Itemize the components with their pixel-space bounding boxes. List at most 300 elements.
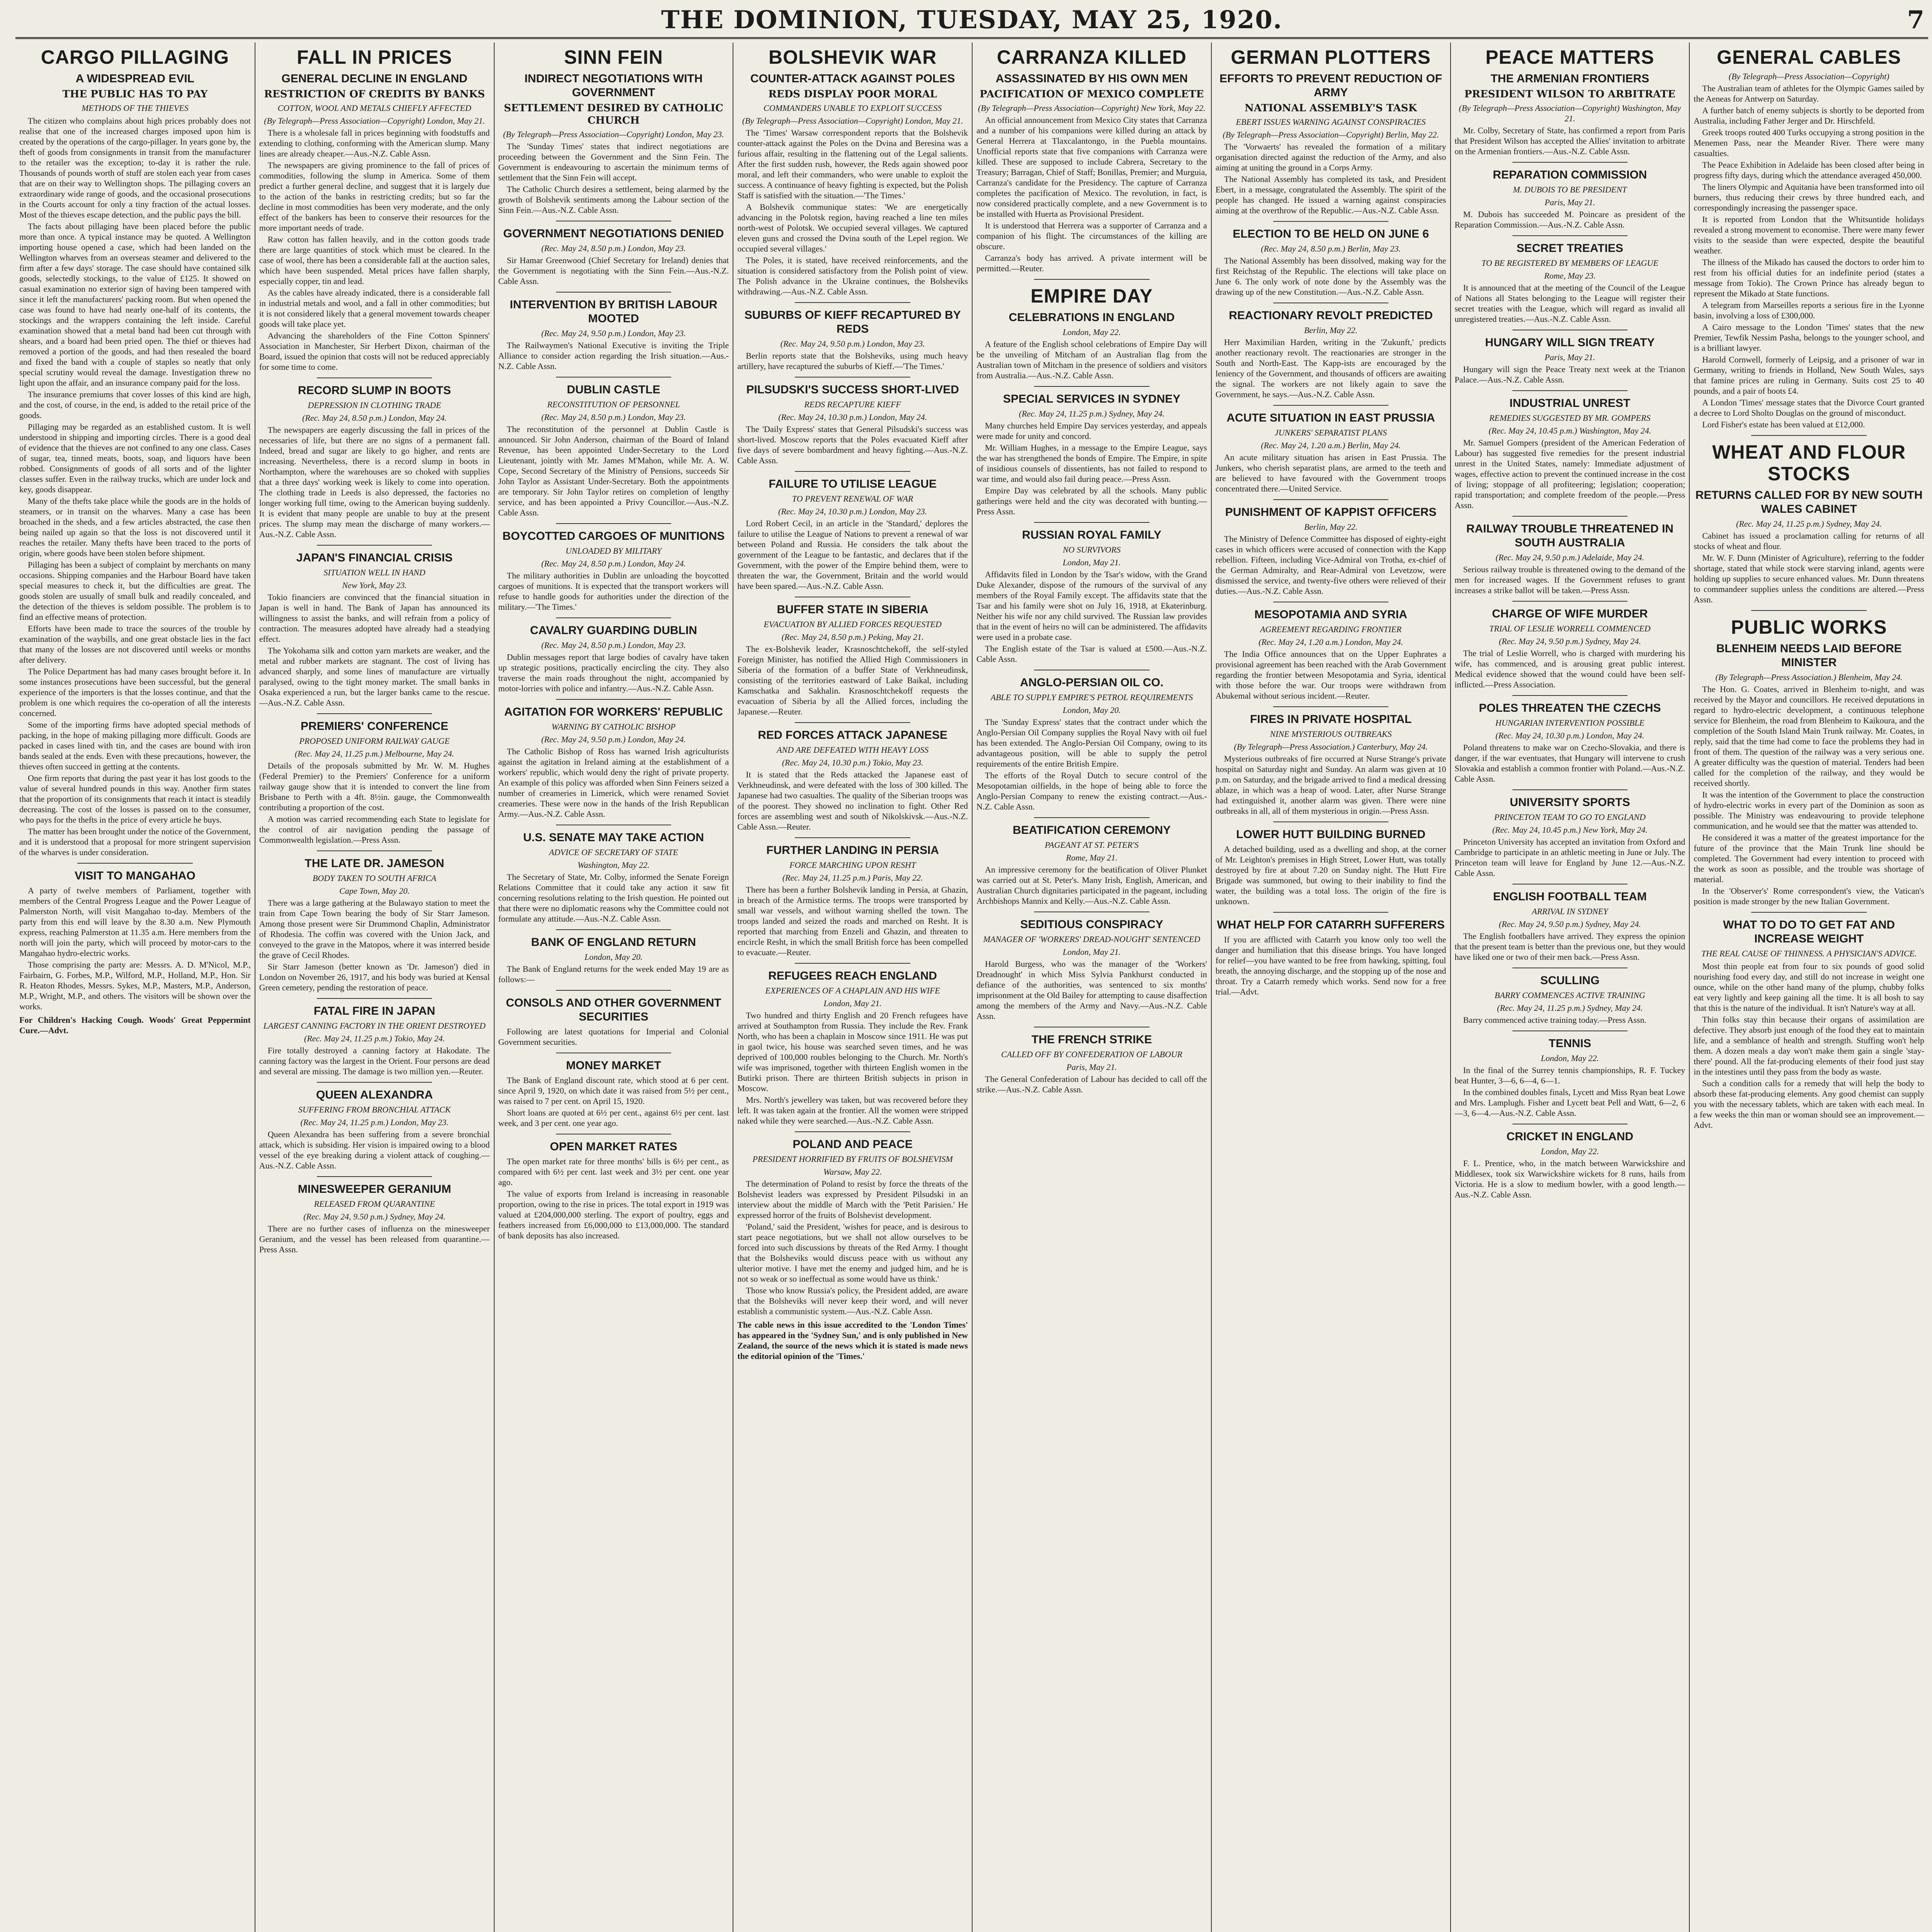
deck-small: M. DUBOIS TO BE PRESIDENT <box>1513 185 1627 194</box>
article-paragraph: Raw cotton has fallen heavily, and in the cotton goods trade there are large quantities of stock which must be cleared. In the case of wool, there has been a considerable fall at the auction sales, which have been suspended. Metal prices have fallen sharply, especially copper, tin and lead. <box>259 235 490 286</box>
article <box>1216 46 1446 222</box>
article-divider <box>1512 390 1628 391</box>
article-paragraph: A party of twelve members of Parliament, together with members of the Central Progress League and the Power League of Palmerston North, will visit Mangahao to-day. Members of the party from this end will leave by the 8.30 a.m. New Plymouth express, reaching Palmerston at 11.35 a.m. Here members from the north will join the party, which will proceed by motor-cars to the Mangahao hydro-electric works. <box>19 886 251 958</box>
subheadline: BOYCOTTED CARGOES OF MUNITIONS <box>502 530 725 543</box>
dateline: (Rec. May 24, 8.50 p.m.) Peking, May 21. <box>781 632 924 642</box>
article-paragraph: Barry commenced active training today.—Press Assn. <box>1463 1015 1647 1025</box>
deck-small: TO PREVENT RENEWAL OF WAR <box>792 494 913 503</box>
deck-small: REMEDIES SUGGESTED BY MR. GOMPERS <box>1489 413 1651 423</box>
column-2 <box>255 43 494 1932</box>
article-paragraph: The 'Vorwaerts' has revealed the formation of a military organisation directed against the reduction of the Army, and also aiming at uniting the ground in a Corps Army. <box>1215 142 1446 172</box>
subheadline: ENGLISH FOOTBALL TEAM <box>1493 890 1647 903</box>
article-divider <box>317 1176 432 1177</box>
article <box>1694 46 1924 436</box>
article-paragraph: The Police Department has had many cases brought before it. In some instances prosecutions have been successful, but the general experience of the importers is that the losses continue, and that the problem is one which requires the co-operation of all the interests concerned. <box>19 667 251 718</box>
article-divider <box>1751 610 1866 611</box>
deck-small: ADVICE OF SECRETARY OF STATE <box>549 847 678 857</box>
article-paragraph: There has been a further Bolshevik landing in Persia, at Ghazin, in breach of the Armistice terms. The troops were transported by small war vessels, and without warning shelled the town. The troops landed and seized the roads and marched on Resht. It is reported that marching from Enzeli and Ghazin, and threaten to encircle Resht, in which the small British force has been compelled to evacuate.—Reuter. <box>737 885 968 957</box>
dateline: London, May 21. <box>1063 558 1121 567</box>
subheadline: COUNTER-ATTACK AGAINST POLES <box>750 72 955 85</box>
subheadline: LOWER HUTT BUILDING BURNED <box>1236 828 1426 841</box>
article-paragraph: The 'Times' Warsaw correspondent reports that the Bolshevik counter-attack against the Poles on the Dvina and Beresina was a furious affair, resulting in the flattening out of the Legal salients. After the first sudden rush, however, the Reds again showed poor moral, and left their commanders, who were unable to exploit the success. A continuance of heavy fighting is expected, but the Polish Staff is satisfied with the situation.—'The Times.' <box>737 128 968 200</box>
article-paragraph: Some of the importing firms have adopted special methods of packing, in the hope of making pillaging more difficult. Goods are packed in cases lined with tin, and the cases are bound with iron bands sealed at the ends. Even with these precautions, however, the thieves often succeed in getting at the contents. <box>19 720 251 771</box>
article <box>259 857 490 999</box>
article <box>1455 46 1685 163</box>
article-paragraph: Empire Day was celebrated by all the schools. Many public gatherings were held and the city was decorated with bunting.—Press Assn. <box>976 486 1207 516</box>
article-paragraph: Sir Starr Jameson (better known as 'Dr. Jameson') died in London on November 26, 1917, and his body was buried at Kensal Green cemetery, pending the restoration of peace. <box>259 962 490 992</box>
article <box>1455 1037 1685 1124</box>
masthead <box>15 3 1928 39</box>
dateline: (By Telegraph—Press Association—Copyright) <box>1728 71 1889 81</box>
subheadline: QUEEN ALEXANDRA <box>316 1088 433 1101</box>
article-paragraph: Those who know Russia's policy, the President added, are aware that the Bolsheviks will never keep their word, and will never establish a communistic system.—Aus.-N.Z. Cable Assn. <box>737 1286 968 1316</box>
article-paragraph: The Australian team of athletes for the Olympic Games sailed by the Aeneas for Antwerp on Saturday. <box>1694 83 1924 104</box>
headline: GERMAN PLOTTERS <box>1231 46 1431 68</box>
article-paragraph: The ex-Bolshevik leader, Krasnoschtchekoff, the self-styled Foreign Minister, has notified the Allied High Commissioners in Siberia of the formation of a buffer State of Verkhneudinsk, consisting of the territories eastward of Lake Baikal, including Kamschatka and Sakhalin. Krasnoschtchekoff requests the evacuation of Siberia by all the Allied forces, including the Japanese.—Reuter. <box>737 644 968 716</box>
subheadline: SCULLING <box>1540 974 1600 987</box>
subheadline: CRICKET IN ENGLAND <box>1506 1130 1634 1143</box>
article-paragraph: It is understood that Herrera was a supporter of Carranza and a companion of his flight. The circumstances of the killing are obscure. <box>976 221 1207 251</box>
subheadline: RECORD SLUMP IN BOOTS <box>298 384 451 397</box>
article <box>737 603 968 723</box>
article-paragraph: There is a wholesale fall in prices beginning with foodstuffs and extending to clothing, conforming with the American slump. Many lines are already cheaper.—Aus.-N.Z. Cable Assn. <box>259 128 490 158</box>
article-divider <box>1751 912 1866 913</box>
article <box>1216 918 1446 997</box>
article <box>1455 242 1685 330</box>
column-body <box>19 46 251 1036</box>
headline: PUBLIC WORKS <box>1731 616 1887 638</box>
article <box>976 285 1207 387</box>
article <box>737 477 968 597</box>
article-paragraph: It was the intention of the Government to place the construction of hydro-electric works in every part of the Dominion as soon as possible. The Ministry was endeavouring to provide telephone communication, and he would see that the matter was attended to. <box>1694 790 1924 831</box>
article-paragraph: The India Office announces that on the Upper Euphrates a provisional agreement has been reached with the Arab Government regarding the frontier between Mesopotamia and Syria, identical with those before the war. Our troops were withdrawn from Abukemal without serious incident.—Reuter. <box>1215 649 1446 701</box>
newspaper-title: THE DOMINION, TUESDAY, MAY 25, 1920. <box>661 5 1283 34</box>
dateline: (Rec. May 24, 10.45 p.m.) Washington, May 24. <box>1488 426 1651 435</box>
subheadline: VISIT TO MANGAHAO <box>74 869 196 882</box>
article <box>259 384 490 546</box>
article-divider <box>1034 522 1149 523</box>
article-paragraph: The Secretary of State, Mr. Colby, informed the Senate Foreign Relations Committee that it could take any action it saw fit concerning resolutions relating to the Irish question. He pointed out that there were no diplomatic reasons why the Committee could not formulate any attitude.—Aus.-N.Z. Cable Assn. <box>498 872 729 923</box>
article-paragraph: It is announced that at the meeting of the Council of the League of Nations all States belonging to the League will register their secret treaties with the League, which will regard as invalid all unregistered treaties.—Aus.-N.Z. Cable Assn. <box>1454 283 1685 324</box>
article-paragraph: A feature of the English school celebrations of Empire Day will be the unveiling of Mitcham of an Australian flag from the Australian town of Mitcham in the presence of soldiers and visitors from Australia.—Aus.-N.Z. Cable Assn. <box>976 339 1207 380</box>
article-paragraph: The Catholic Bishop of Ross has warned Irish agriculturists against the agitation in Ireland aiming at the establishment of a workers' republic, which would deny the right of private property. An example of this policy was afforded when Sinn Feiners seized a number of creameries in Limerick, which were renamed Soviet creameries. These were now in the hands of the Irish Republican Army.—Aus.-N.Z. Cable Assn. <box>498 747 729 819</box>
deck-small: LARGEST CANNING FACTORY IN THE ORIENT DESTROYED <box>263 1021 486 1031</box>
article-paragraph: Mr. Samuel Gompers (president of the American Federation of Labour) has suggested five remedies for the present industrial unrest in the United States, namely: Immediate adjustment of wages, effective action to prevent the continued increase in the cost of living; stoppage of all profiteering; legislation; cooperation; rapid transportation; and complete freedom of the people.—Press Assn. <box>1454 438 1685 510</box>
deck: NATIONAL ASSEMBLY'S TASK <box>1245 102 1417 114</box>
headline: CARRANZA KILLED <box>997 46 1187 68</box>
article-paragraph: The 'Daily Express' states that General Pilsudski's success was short-lived. Moscow reports that the Poles evacuated Kieff after five days of severe bombardment and heavy fighting.—Aus.-N.Z. Cable Assn. <box>737 424 968 465</box>
deck-small: JUNKERS' SEPARATIST PLANS <box>1274 428 1387 437</box>
article-paragraph: The Bank of England discount rate, which stood at 6 per cent. since April 9, 1920, on which date it was raised from 5½ per cent., was raised to 7 per cent. on April 15, 1920. <box>498 1075 729 1106</box>
article <box>498 1140 729 1241</box>
article-paragraph: Lord Fisher's estate has been valued at £12,000. <box>1702 420 1865 429</box>
headline: FALL IN PRICES <box>297 46 452 68</box>
dateline: (Rec. May 24, 8.50 p.m.) Berlin, May 23. <box>1261 244 1401 253</box>
article <box>259 719 490 851</box>
dateline: (Rec. May 24, 11.25 p.m.) Tokio, May 24. <box>304 1034 445 1043</box>
article-paragraph: In the 'Observer's' Rome correspondent's view, the Vatican's position is made stronger by the new Italian Government. <box>1694 886 1924 906</box>
article-paragraph: Harold Cornwell, formerly of Leipsig, and a prisoner of war in Germany, writing to friends in Holland, New South Wales, says that famine prices are ruling in Germany. Suits cost 25 to 40 pounds, and a pair of boots £4. <box>1694 355 1924 396</box>
deck-small: EVACUATION BY ALLIED FORCES REQUESTED <box>764 619 942 629</box>
subheadline: ACUTE SITUATION IN EAST PRUSSIA <box>1226 412 1435 424</box>
article-divider <box>795 837 910 838</box>
article-divider <box>1034 386 1149 387</box>
dateline: London, May 20. <box>1063 705 1121 715</box>
article-paragraph: Berlin reports state that the Bolsheviks, using much heavy artillery, have recaptured the suburbs of Kieff.—'The Times.' <box>737 351 968 371</box>
subheadline: A WIDESPREAD EVIL <box>75 72 194 85</box>
subheadline: BEATIFICATION CEREMONY <box>1012 824 1171 837</box>
article-divider <box>1512 695 1628 696</box>
article-paragraph: Mysterious outbreaks of fire occurred at Nurse Strange's private hospital on Saturday night and Sunday. An alarm was given at 10 p.m. on Saturday, and the brigade arrived to find a medical dressing ablaze, in which was a heap of wood. Later, after Nurse Strange had extinguished it, another alarm was given. There were nine outbreaks in all, all of them mysterious in origin.—Press Assn. <box>1215 754 1446 816</box>
dateline: Rome, May 21. <box>1066 853 1117 862</box>
subheadline: WHAT TO DO TO GET FAT AND INCREASE WEIGHT <box>1723 918 1895 945</box>
column-body <box>1455 46 1685 1200</box>
article-paragraph: In the combined doubles finals, Lycett and Miss Ryan beat Lowe and Mrs. Lamplugh. Fisher and Lycett beat Pell and Watt, 6—2, 6—3, 6—4.—Aus.-N.Z. Cable Assn. <box>1454 1087 1685 1118</box>
dateline: (By Telegraph—Press Association—Copyright) London, May 23. <box>503 129 724 139</box>
headline: PEACE MATTERS <box>1485 46 1655 68</box>
subheadline: FIRES IN PRIVATE HOSPITAL <box>1250 713 1412 726</box>
article-paragraph: The citizen who complains about high prices probably does not realise that one of the increased charges imposed upon him is created by the operations of the cargo-pillager. In years gone by, the theft of goods from consignments in transit from the manufacturer to the retailer was the exception; to-day it is rather the rule. Thousands of pounds worth of stuff are stolen each year from cases that are on their way to Wellington shops. The pillaging covers an extraordinary wide range of goods, and the occasional prosecutions in the Courts account for only a tiny fraction of the actual losses. Most of the thieves escape detection, and the public pays the bill. <box>19 116 251 219</box>
article-divider <box>1273 405 1388 406</box>
dateline: (Rec. May 24, 10.30 p.m.) London, May 24. <box>778 412 927 422</box>
dateline: London, May 21. <box>1063 947 1121 957</box>
column-4 <box>733 43 972 1932</box>
article <box>737 728 968 838</box>
article-paragraph: The Peace Exhibition in Adelaide has been closed after being in progress fifty days, during which the attendance averaged 450,000. <box>1694 160 1924 180</box>
subheadline: POLES THREATEN THE CZECHS <box>1479 702 1661 714</box>
article <box>259 1088 490 1177</box>
article-paragraph: Sir Hamar Greenwood (Chief Secretary for Ireland) denies that the Government is negotiating with the Sinn Fein.—Aus.-N.Z. Cable Assn. <box>498 255 729 286</box>
deck-small: THE REAL CAUSE OF THINNESS. A PHYSICIAN'S ADVICE. <box>1701 949 1917 958</box>
article <box>498 298 729 378</box>
article <box>498 46 729 221</box>
column-3 <box>494 43 733 1932</box>
subheadline: CAVALRY GUARDING DUBLIN <box>530 624 697 637</box>
subheadline: PUNISHMENT OF KAPPIST OFFICERS <box>1225 506 1437 519</box>
article-paragraph: The Yokohama silk and cotton yarn markets are weaker, and the metal and rubber markets are stagnant. The cost of living has advanced sharply, and some lines of manufacture are virtually paralysed, owing to the tight money market. The small banks in Osaka experienced a run, but the larger banks came to the rescue.—Aus.-N.Z. Cable Assn. <box>259 646 490 707</box>
column-body <box>1694 46 1924 1130</box>
article-divider <box>1512 162 1628 163</box>
deck-small: UNLOADED BY MILITARY <box>565 546 662 556</box>
dateline: Warsaw, May 22. <box>823 1167 882 1177</box>
article <box>1216 227 1446 303</box>
article-paragraph: Thin folks stay thin because their organs of assimilation are defective. They absorb just enough of the food they eat to maintain life, and a semblance of health and strength. Stuffing won't help them. A dozen meals a day won't make them gain a single 'stay-there' pound. All the fat-producing elements of their food just stay in the intestines until they pass from the body as waste. <box>1694 1015 1924 1077</box>
article-paragraph: Many churches held Empire Day services yesterday, and appeals were made for unity and concord. <box>976 421 1207 441</box>
article <box>976 1033 1207 1095</box>
dateline: (By Telegraph—Press Association—Copyright) London, May 21. <box>742 116 963 126</box>
article-paragraph: A detached building, used as a dwelling and shop, at the corner of Mr. Leighton's premises in High Street, Lower Hutt, was totally destroyed by fire at about 7.20 on Sunday night. The Hutt Fire Brigade was summoned, but owing to their inability to find the water, the building was a total loss. The origin of the fire is unknown. <box>1215 844 1446 906</box>
deck-small: REDS RECAPTURE KIEFF <box>804 400 901 409</box>
article <box>976 46 1207 280</box>
subheadline: BANK OF ENGLAND RETURN <box>531 936 696 949</box>
dateline: (Rec. May 24, 10.45 p.m.) New York, May 24. <box>1492 825 1648 835</box>
article-divider <box>795 722 910 723</box>
article-paragraph: M. Dubois has succeeded M. Poincare as president of the Reparation Commission.—Aus.-N.Z. Cable Assn. <box>1454 209 1685 230</box>
subheadline: MINESWEEPER GERANIUM <box>298 1183 451 1196</box>
column-6 <box>1211 43 1450 1932</box>
article-divider <box>556 292 671 293</box>
article-divider <box>556 990 671 991</box>
article-paragraph: The reconstitution of the personnel at Dublin Castle is announced. Sir John Anderson, chairman of the Board of Inland Revenue, has been appointed Under-Secretary to the Lord Lieutenant, jointly with Mr. James M'Mahon, while Mr. A. W. Cope, Second Secretary of the Ministry of Pensions, succeeds Sir John Taylor as Assistant Under-Secretary. Both the appointments are temporary. Sir John Taylor retires on completion of lengthy service, and has been appointed a Privy Councillor.—Aus.-N.Z. Cable Assn. <box>498 424 729 517</box>
article-paragraph: The open market rate for three months' bills is 6½ per cent., as compared with 6½ per cent. last week and 3½ per cent. one year ago. <box>498 1156 729 1187</box>
article <box>259 551 490 714</box>
article-paragraph: A London 'Times' message states that the Divorce Court granted a decree to Lord Sholto Douglas on the ground of misconduct. <box>1694 398 1924 418</box>
article-paragraph: The facts about pillaging have been placed before the public more than once. A typical instance may be quoted. A Wellington importing house opened a case, which had been landed on the Wellington wharves from an overseas steamer and delivered to the firm after a few days' storage. The case should have contained silk goods, selectedly stockings, to the value of £125. It showed on casual examination no exterior sign of having been tampered with since it left the manufacturers' packing room. But when opened the case was found to have had nearly one-half of its contents, the stockings and the wrappers containing the left inside. Careful examination showed that a metal band had been cut through with shears, and a board had been pried open. The thief or thieves had removed a portion of the goods, and had then resealed the board and fixed the band with a couple of staples so neatly that only special scrutiny would reveal the damage. Investigation threw no light upon the affair, and an insurance company paid for the loss. <box>19 221 251 388</box>
article-divider <box>317 713 432 714</box>
article-divider <box>317 998 432 999</box>
dateline: (Rec. May 24, 1.20 a.m.) Berlin, May 24. <box>1261 440 1401 450</box>
article-paragraph: It is stated that the Reds attacked the Japanese east of Verkhneudinsk, and were defeated with the loss of 300 killed. The Japanese had two casualties. The quality of the Siberian troops was of the poorest. They showed no inclination to fight. Other Red forces are assembling west and south of Nikolskivsk.—Aus.-N.Z. Cable Assn.—Reuter. <box>737 770 968 832</box>
subheadline: FAILURE TO UTILISE LEAGUE <box>769 478 937 490</box>
subheadline: FURTHER LANDING IN PERSIA <box>766 844 939 857</box>
dateline: Berlin, May 22. <box>1304 325 1358 335</box>
dateline: (By Telegraph—Press Association.) Canterbury, May 24. <box>1234 742 1428 752</box>
subheadline: SPECIAL SERVICES IN SYDNEY <box>1003 393 1180 405</box>
article <box>737 383 968 472</box>
subheadline: SECRET TREATIES <box>1516 242 1623 255</box>
column-1 <box>15 43 255 1932</box>
dateline: (Rec. May 24, 10.30 p.m.) London, May 23. <box>778 507 927 516</box>
article <box>259 46 490 378</box>
dateline: (By Telegraph—Press Association—Copyright) Washington, May 21. <box>1459 103 1681 123</box>
deck: THE PUBLIC HAS TO PAY <box>62 88 208 100</box>
article <box>976 823 1207 912</box>
deck-small: ARRIVAL IN SYDNEY <box>1532 906 1608 916</box>
article <box>737 969 968 1132</box>
subheadline: PILSUDSKI'S SUCCESS SHORT-LIVED <box>746 383 959 396</box>
subheadline: TENNIS <box>1548 1037 1591 1050</box>
article <box>1455 974 1685 1031</box>
subheadline: FATAL FIRE IN JAPAN <box>313 1005 435 1017</box>
article-paragraph: An impressive ceremony for the beatification of Oliver Plunket was carried out at St. Peter's. Many Irish, English, American, and Australian Church dignitaries participated in the pageant, including Archbishops Mannix and Kelly.—Aus.-N.Z. Cable Assn. <box>976 865 1207 906</box>
article-paragraph: There are no further cases of influenza on the minesweeper Geranium, and the vessel has been released from quarantine.—Press Assn. <box>259 1224 490 1254</box>
subheadline: BLENHEIM NEEDS LAID BEFORE MINISTER <box>1716 642 1902 669</box>
column-7 <box>1450 43 1689 1932</box>
dateline: (By Telegraph—Press Association—Copyright) New York, May 22. <box>978 103 1206 113</box>
newspaper-columns <box>15 43 1928 1932</box>
column-8 <box>1689 43 1928 1932</box>
subheadline: EFFORTS TO PREVENT REDUCTION OF ARMY <box>1219 72 1442 99</box>
article-paragraph: The National Assembly has been dissolved, making way for the first Reichstag of the Republic. The elections will take place on June 6. The only work of note done by the Assembly was the drawing up of the new Constitution.—Aus.-N.Z. Cable Assn. <box>1215 256 1446 297</box>
article-divider <box>556 929 671 930</box>
article-divider <box>1512 601 1628 602</box>
headline: BOLSHEVIK WAR <box>769 46 937 68</box>
dateline: Cape Town, May 20. <box>339 886 410 896</box>
dateline: (Rec. May 24, 8.50 p.m.) London, May 24. <box>541 559 686 568</box>
article-divider <box>317 1082 432 1083</box>
headline: EMPIRE DAY <box>1031 285 1153 307</box>
dateline: Berlin, May 22. <box>1304 522 1358 532</box>
article <box>737 844 968 964</box>
article-paragraph: Lord Robert Cecil, in an article in the 'Standard,' deplores the failure to utilise the League of Nations to prevent a renewal of war between Poland and Russia. He considers the talk about the government of the League to be fantastic, and declares that if the Government, with the power of the Empire behind them, were to threaten the war, the Government, Britain and the world would have been spared.—Aus.-N.Z. Cable Assn. <box>737 519 968 591</box>
article <box>259 1182 490 1255</box>
subheadline: BUFFER STATE IN SIBERIA <box>777 603 929 616</box>
subheadline: CHARGE OF WIFE MURDER <box>1492 607 1648 620</box>
headline: SINN FEIN <box>564 46 663 68</box>
article-paragraph: 'Poland,' said the President, 'wishes for peace, and is desirous to start peace negotiations, but we shall not allow ourselves to be forced into such discussions by threats of the Red Army. I thought that the Bolsheviks would discuss peace with us without any ulterior motive. I have met the enemy and judged him, and he is not so weak or so ineffectual as some would have us think.' <box>737 1222 968 1284</box>
masthead-rule <box>15 37 1928 39</box>
dateline: (Rec. May 24, 11.25 p.m.) London, May 23. <box>300 1117 449 1127</box>
deck-small: BODY TAKEN TO SOUTH AFRICA <box>312 873 437 883</box>
subheadline: GOVERNMENT NEGOTIATIONS DENIED <box>503 227 724 240</box>
deck-small: ABLE TO SUPPLY EMPIRE'S PETROL REQUIREMENTS <box>990 692 1193 702</box>
subheadline: INDUSTRIAL UNREST <box>1509 397 1631 410</box>
article <box>19 869 251 1036</box>
article <box>737 1138 968 1361</box>
deck-small: NINE MYSTERIOUS OUTBREAKS <box>1270 729 1392 739</box>
deck-small: DEPRESSION IN CLOTHING TRADE <box>308 400 441 410</box>
article-divider <box>1273 499 1388 500</box>
headline: WHEAT AND FLOUR STOCKS <box>1712 441 1906 485</box>
dateline: (Rec. May 24, 11.25 p.m.) Sydney, May 24. <box>1736 519 1882 529</box>
article-paragraph: Efforts have been made to trace the sources of the trouble by examination of the waybills, and one great obstacle lies in the fact that many of the losses are not discovered until weeks or months after delivery. <box>19 624 251 665</box>
dateline: (By Telegraph—Press Association—Copyright) London, May 21. <box>264 116 485 126</box>
article <box>976 528 1207 670</box>
dateline: Paris, May 21. <box>1544 197 1595 207</box>
subheadline: WHAT HELP FOR CATARRH SUFFERERS <box>1217 918 1445 931</box>
article-paragraph: Pillaging has been a subject of complaint by merchants on many occasions. Shipping companies and the Harbour Board have taken special measures to check it, but the difficulties are great. The goods stolen are usually of small bulk and readily concealed, and the detection of the thieves is seldom possible. The problem is to find an effective means of protection. <box>19 560 251 622</box>
article-divider <box>1512 516 1628 517</box>
article-paragraph: The Hon. G. Coates, arrived in Blenheim to-night, and was received by the Mayor and councillors. He received deputations in regard to hydro-electric development, a continuous telephone service for Blenheim, the road from Blenheim to Kaikoura, and the completion of the South Island Main Trunk railway. Mr. Coates, in reply, said that the time had come to face the problems they had in front of them. The question of the railway was a very serious one. A greater difficulty was the question of material. Tenders had been called for the completion of the railway, and they would be received shortly. <box>1694 684 1924 788</box>
article <box>1455 701 1685 790</box>
article-paragraph: The Ministry of Defence Committee has disposed of eighty-eight cases in which officers were accused of connection with the Kapp rebellion. Fifteen, including Vice-Admiral von Trotha, ex-chief of the German Admiralty, and Rear-Admiral von Levetzow, were dismissed the service, and twenty-five others were relieved of their duties.—Aus.-N.Z. Cable Assn. <box>1215 534 1446 596</box>
deck-small: PAGEANT AT ST. PETER'S <box>1045 840 1139 850</box>
article <box>1455 168 1685 236</box>
deck-small: WARNING BY CATHOLIC BISHOP <box>551 722 676 731</box>
article-footnote: The cable news in this issue accredited to the 'London Times' has appeared in the 'Sydney Sun,' and is only published in New Zealand, the source of the news which it is stated is made news the editorial opinion of the 'Times.' <box>737 1320 968 1361</box>
article <box>19 46 251 864</box>
subheadline: RAILWAY TROUBLE THREATENED IN SOUTH AUSTRALIA <box>1466 522 1673 549</box>
dateline: (Rec. May 24, 11.25 p.m.) Melbourne, May 24. <box>294 749 454 759</box>
article-paragraph: Following are latest quotations for Imperial and Colonial Government securities. <box>498 1027 729 1047</box>
deck-small: SUFFERING FROM BRONCHIAL ATTACK <box>298 1105 451 1114</box>
article-paragraph: The National Assembly has completed its task, and President Ebert, in a message, congratulated the Assembly. The spirit of the people has changed. He issued a warning against conspiracies aiming at the overthrow of the Republic.—Aus.-N.Z. Cable Assn. <box>1215 174 1446 215</box>
headline: CARGO PILLAGING <box>41 46 229 68</box>
article <box>1455 522 1685 602</box>
article-paragraph: Those comprising the party are: Messrs. A. D. M'Nicol, M.P., Fairbairn, G. Forbes, M.P., Wilford, M.P., Holland, M.P., Hon. Sir R. Heaton Rhodes, Messrs. Sykes, M.P., Masters, M.P., Anderson, M.P., Wright, M.P., and others. The visitors will be shown over the works. <box>19 960 251 1011</box>
article-paragraph: A Cairo message to the London 'Times' states that the new Premier, Tewfik Nessim Pasha, belongs to the younger school, and is a brilliant lawyer. <box>1694 322 1924 353</box>
article-paragraph: A Bolshevik communique states: 'We are energetically advancing in the Polotsk region, having reached a line ten miles north-west of Polotsk. We occupied several villages. We captured eleven guns and crossed the Dvina south of the Lepel region. We occupied several villages.' <box>737 202 968 253</box>
article-paragraph: The matter has been brought under the notice of the Government, and it is understood that a proposal for more stringent supervision of the wharves is under consideration. <box>19 827 251 857</box>
article <box>1216 309 1446 406</box>
article <box>1694 616 1924 913</box>
dateline: Paris, May 21. <box>1066 1062 1117 1072</box>
dateline: London, May 20. <box>584 952 643 962</box>
article-divider <box>795 963 910 964</box>
article <box>259 1004 490 1083</box>
article-divider <box>317 850 432 851</box>
subheadline: INDIRECT NEGOTIATIONS WITH GOVERNMENT <box>524 72 703 99</box>
dateline: (Rec. May 24, 9.50 p.m.) London, May 24. <box>541 735 686 744</box>
article-divider <box>1512 235 1628 236</box>
subheadline: THE ARMENIAN FRONTIERS <box>1490 72 1650 85</box>
article-divider <box>317 545 432 546</box>
dateline: Washington, May 22. <box>577 860 650 870</box>
dateline: London, May 22. <box>1541 1146 1599 1156</box>
article <box>498 529 729 618</box>
subheadline: RETURNS CALLED FOR BY NEW SOUTH WALES CABINET <box>1695 489 1923 515</box>
subheadline: MONEY MARKET <box>566 1059 661 1072</box>
dateline: (Rec. May 24, 9.50 p.m.) Sydney, May 24. <box>1498 636 1641 646</box>
article-paragraph: Affidavits filed in London by the Tsar's widow, with the Grand Duke Alexander, dispose of the rumours of the survival of any members of the Royal Family except. The affidavits state that the Tsar and his family were shot on July 16, 1918, at Ekaterinburg. Neither his wife nor any child survived. The Russian law provides that in the event of heirs no will can be administered. The affidavits were used in a probate case. <box>976 570 1207 642</box>
article-paragraph: An official announcement from Mexico City states that Carranza and a number of his companions were killed during an attack by General Herrera at Tlaxcalantongo, in the Puebla mountains. Unofficial reports state that five companions with Carranza were killed. These are supposed to include Cabrera, Secretary to the Treasury; Barragan, Chief of Staff; Bonillas, Premier; and Murguia, Carranza's candidate for the Presidency. The capture of Carranza completes the pacification of Mexico. The revolution, in fact, is now considered practically complete, and a new Government is to be installed with Huerta as Provisional President. <box>976 115 1207 219</box>
deck-small: TRIAL OF LESLIE WORRELL COMMENCED <box>1489 624 1651 633</box>
dateline: (Rec. May 24, 8.50 p.m.) London, May 23. <box>541 243 686 253</box>
deck-small: RELEASED FROM QUARANTINE <box>314 1199 435 1209</box>
subheadline: DUBLIN CASTLE <box>567 383 660 396</box>
article-paragraph: It is reported from London that the Whitsuntide holidays revealed a strong movement to economise. There were many fewer visits to the seaside than were expected, despite the beautiful weather. <box>1694 214 1924 255</box>
deck-small: HUNGARIAN INTERVENTION POSSIBLE <box>1495 718 1645 728</box>
article-divider <box>1751 435 1866 436</box>
article-divider <box>1512 789 1628 790</box>
column-body <box>498 46 729 1241</box>
deck: RESTRICTION OF CREDITS BY BANKS <box>264 88 485 100</box>
article-paragraph: There was a large gathering at the Bulawayo station to meet the train from Cape Town bearing the body of Sir Starr Jameson. Among those present were Sir Drummond Chaplin, Administrator of Rhodesia. The coffin was covered with the Union Jack, and conveyed to the grave in the Matopos, where it was interred beside the grave of Cecil Rhodes. <box>259 898 490 960</box>
deck-small: CALLED OFF BY CONFEDERATION OF LABOUR <box>1001 1049 1182 1059</box>
article-paragraph: Greek troops routed 400 Turks occupying a strong position in the Menemen Pass, near the Meander River. There were many casualties. <box>1694 128 1924 158</box>
article-divider <box>1273 912 1388 913</box>
deck-small: METHODS OF THE THIEVES <box>81 103 189 113</box>
subheadline: JAPAN'S FINANCIAL CRISIS <box>296 551 453 564</box>
dateline: (Rec. May 24, 8.50 p.m.) London, May 24. <box>302 413 447 423</box>
subheadline: U.S. SENATE MAY TAKE ACTION <box>523 831 704 844</box>
article-paragraph: The Railwaymen's National Executive is inviting the Triple Alliance to consider action regarding the Irish situation.—Aus.-N.Z. Cable Assn. <box>498 340 729 371</box>
article <box>976 918 1207 1027</box>
article-divider <box>1034 817 1149 818</box>
article <box>498 227 729 293</box>
column-body <box>259 46 490 1255</box>
dateline: (Rec. May 24, 11.25 p.m.) Sydney, May 24. <box>1497 1003 1643 1013</box>
dateline: (Rec. May 24, 1.20 a.m.) London, May 24. <box>1259 637 1403 647</box>
article <box>1216 411 1446 500</box>
article-paragraph: The liners Olympic and Aquitania have been transformed into oil burners, thus reducing their crews by three hundred each, and correspondingly increasing the passenger space. <box>1694 182 1924 213</box>
dateline: (By Telegraph—Press Association—Copyright) Berlin, May 22. <box>1223 130 1439 139</box>
article <box>498 1059 729 1134</box>
dateline: (By Telegraph—Press Association.) Blenheim, May 24. <box>1715 672 1903 682</box>
subheadline: INTERVENTION BY BRITISH LABOUR MOOTED <box>510 298 718 325</box>
article <box>498 831 729 930</box>
article-paragraph: The value of exports from Ireland is increasing in reasonable proportion, owing to the rise in prices. The total export in 1919 was valued at £204,000,000 sterling. The export of poultry, eggs and feathers increased from £6,000,000 to £13,000,000. The standard of bank deposits has also increased. <box>498 1189 729 1240</box>
deck-small: COTTON, WOOL AND METALS CHIEFLY AFFECTED <box>277 103 471 113</box>
subheadline: REFUGEES REACH ENGLAND <box>768 969 937 982</box>
dateline: Rome, May 23. <box>1544 271 1596 281</box>
deck: PRESIDENT WILSON TO ARBITRATE <box>1464 88 1675 100</box>
article <box>1455 890 1685 968</box>
subheadline: RED FORCES ATTACK JAPANESE <box>758 729 947 742</box>
article-paragraph: The newspapers are eagerly discussing the fall in prices of the necessaries of life, but there are no signs of a permanent fall. Indeed, bread and sugar are likely to go higher, and rents are increasing. Nevertheless, there is a record slump in boots in Northampton, where the warehouses are so choked with supplies that a three days' working week is likely to come into operation. The clothing trade in Leeds is also depressed, the factories no longer working full time, owing to the American buying suddenly. It is evident that many people are unable to buy at the present prices. The slump may mean the discharge of many workers.—Aus.-N.Z. Cable Assn. <box>259 425 490 539</box>
article-paragraph: A motion was carried recommending each State to legislate for the control of air navigation pending the passage of Commonwealth legislation.—Press Assn. <box>259 814 490 845</box>
deck-small: MANAGER OF 'WORKERS' DREAD-NOUGHT' SENTENCED <box>983 934 1201 944</box>
article-paragraph: The General Confederation of Labour has decided to call off the strike.—Aus.-N.Z. Cable Assn. <box>976 1074 1207 1094</box>
article-divider <box>795 1131 910 1132</box>
article-paragraph: An acute military situation has arisen in East Prussia. The Junkers, who cherish separatist plans, are armed to the teeth and are believed to have favoured with the Government troops concentrated there.—United Service. <box>1215 452 1446 493</box>
deck-small: EXPERIENCES OF A CHAPLAIN AND HIS WIFE <box>765 986 940 995</box>
deck: SETTLEMENT DESIRED BY CATHOLIC CHURCH <box>503 102 723 126</box>
article-paragraph: Mr. William Hughes, in a message to the Empire League, says the war has strengthened the bonds of Empire. The Empire, in spite of insidious counsels of dissentients, has not failed to respond to war time, and would also fail during peace.—Press Assn. <box>976 443 1207 484</box>
dateline: (Rec. May 24, 8.50 p.m.) London, May 23. <box>541 412 686 422</box>
dateline: (Rec. May 24, 11.25 p.m.) Paris, May 22. <box>782 873 923 883</box>
article-divider <box>1273 706 1388 707</box>
deck-small: EBERT ISSUES WARNING AGAINST CONSPIRACIES <box>1236 117 1426 127</box>
article <box>737 308 968 378</box>
subheadline: CONSOLS AND OTHER GOVERNMENT SECURITIES <box>506 997 721 1023</box>
article-divider <box>795 302 910 303</box>
deck-small: AGREEMENT REGARDING FRONTIER <box>1260 624 1402 634</box>
article-paragraph: Herr Maximilian Harden, writing in the 'Zukunft,' predicts another reactionary revolt. The reactionaries are stronger in the South and North-East. The Kapp-ists are encouraged by the leniency of the Government, and thousands of officers are awaiting the signal. The workers are not likely again to save the Government, he says.—Aus.-N.Z. Cable Assn. <box>1215 337 1446 399</box>
column-5 <box>972 43 1211 1932</box>
article <box>498 383 729 524</box>
article <box>1455 396 1685 517</box>
